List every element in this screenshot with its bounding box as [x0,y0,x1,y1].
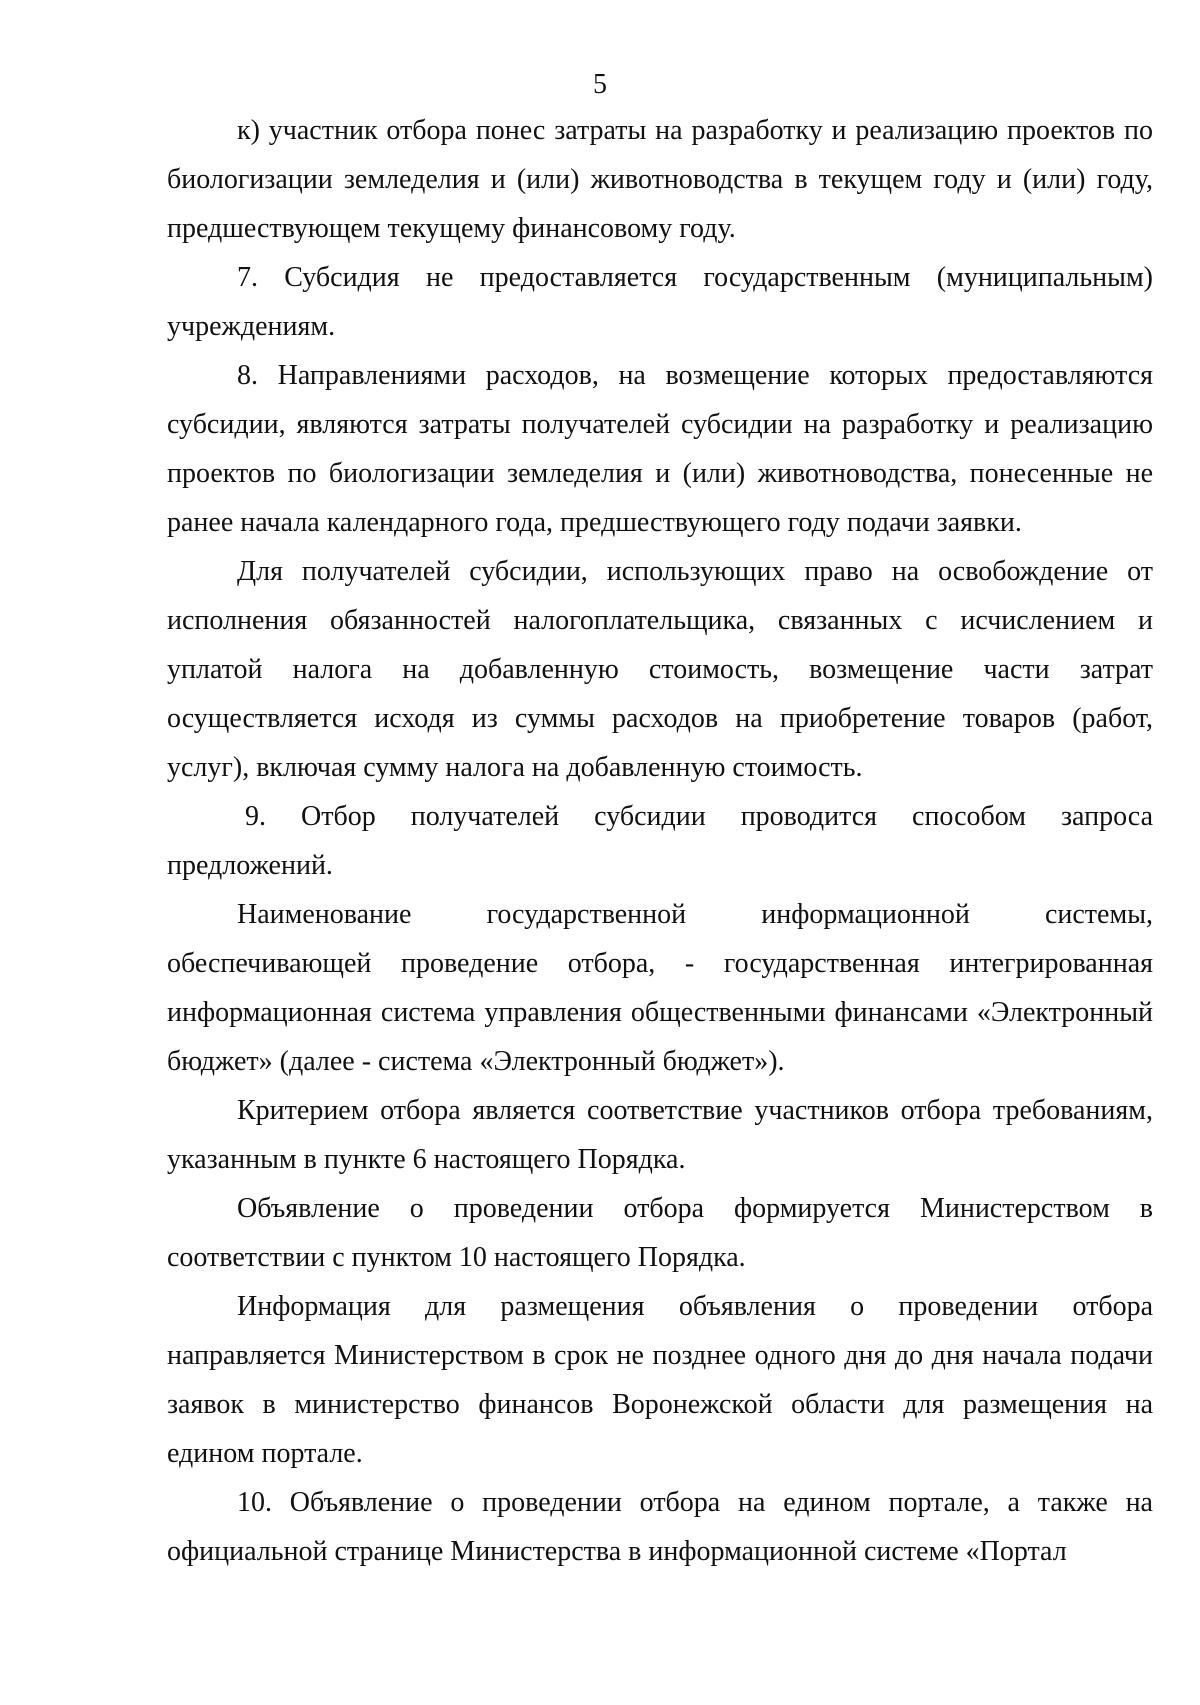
paragraph-8: 8. Направлениями расходов, на возмещение которых предоставляются субсидии, являются затраты получателей субсидии на разработку и реализацию проектов по биологизации земледелия и (или) животноводства, понесенные не ранее начала календарного года, предшествующего году подачи заявки. [167,360,1153,538]
paragraph-information: Информация для размещения объявления о проведении отбора направляется Министерством в срок не позднее одного дня до дня начала подачи заявок в министерство финансов Воронежской области для размещения на едином портале. [167,1291,1153,1469]
paragraph-system-name: Наименование государственной информационной системы, обеспечивающей проведение отбора, - государственная интегрированная информационная система управления общественными финансами «Электронный бюджет» (далее - система «Электронный бюджет»). [167,899,1153,1077]
paragraph-7: 7. Субсидия не предоставляется государственным (муниципальным) учреждениям. [167,262,1153,342]
paragraph-10: 10. Объявление о проведении отбора на едином портале, а также на официальной странице Министерства в информационной системе «Портал [167,1487,1153,1567]
paragraph-k: к) участник отбора понес затраты на разработку и реализацию проектов по биологизации земледелия и (или) животноводства в текущем году и (или) году, предшествующем текущему финансовому году. [167,115,1153,244]
paragraph-criterion: Критерием отбора является соответствие участников отбора требованиям, указанным в пункте 6 настоящего Порядка. [167,1095,1153,1175]
paragraph-vat: Для получателей субсидии, использующих право на освобождение от исполнения обязанностей налогоплательщика, связанных с исчислением и уплатой налога на добавленную стоимость, возмещение части затрат осуществляется исходя из суммы расходов на приобретение товаров (работ, услуг), включая сумму налога на добавленную стоимость. [167,556,1153,783]
document-body [167,106,1153,1576]
paragraph-announcement: Объявление о проведении отбора формируется Министерством в соответствии с пунктом 10 настоящего Порядка. [167,1193,1153,1273]
page-number: 5 [593,69,607,100]
paragraph-9: 9. Отбор получателей субсидии проводится способом запроса предложений. [167,801,1153,881]
